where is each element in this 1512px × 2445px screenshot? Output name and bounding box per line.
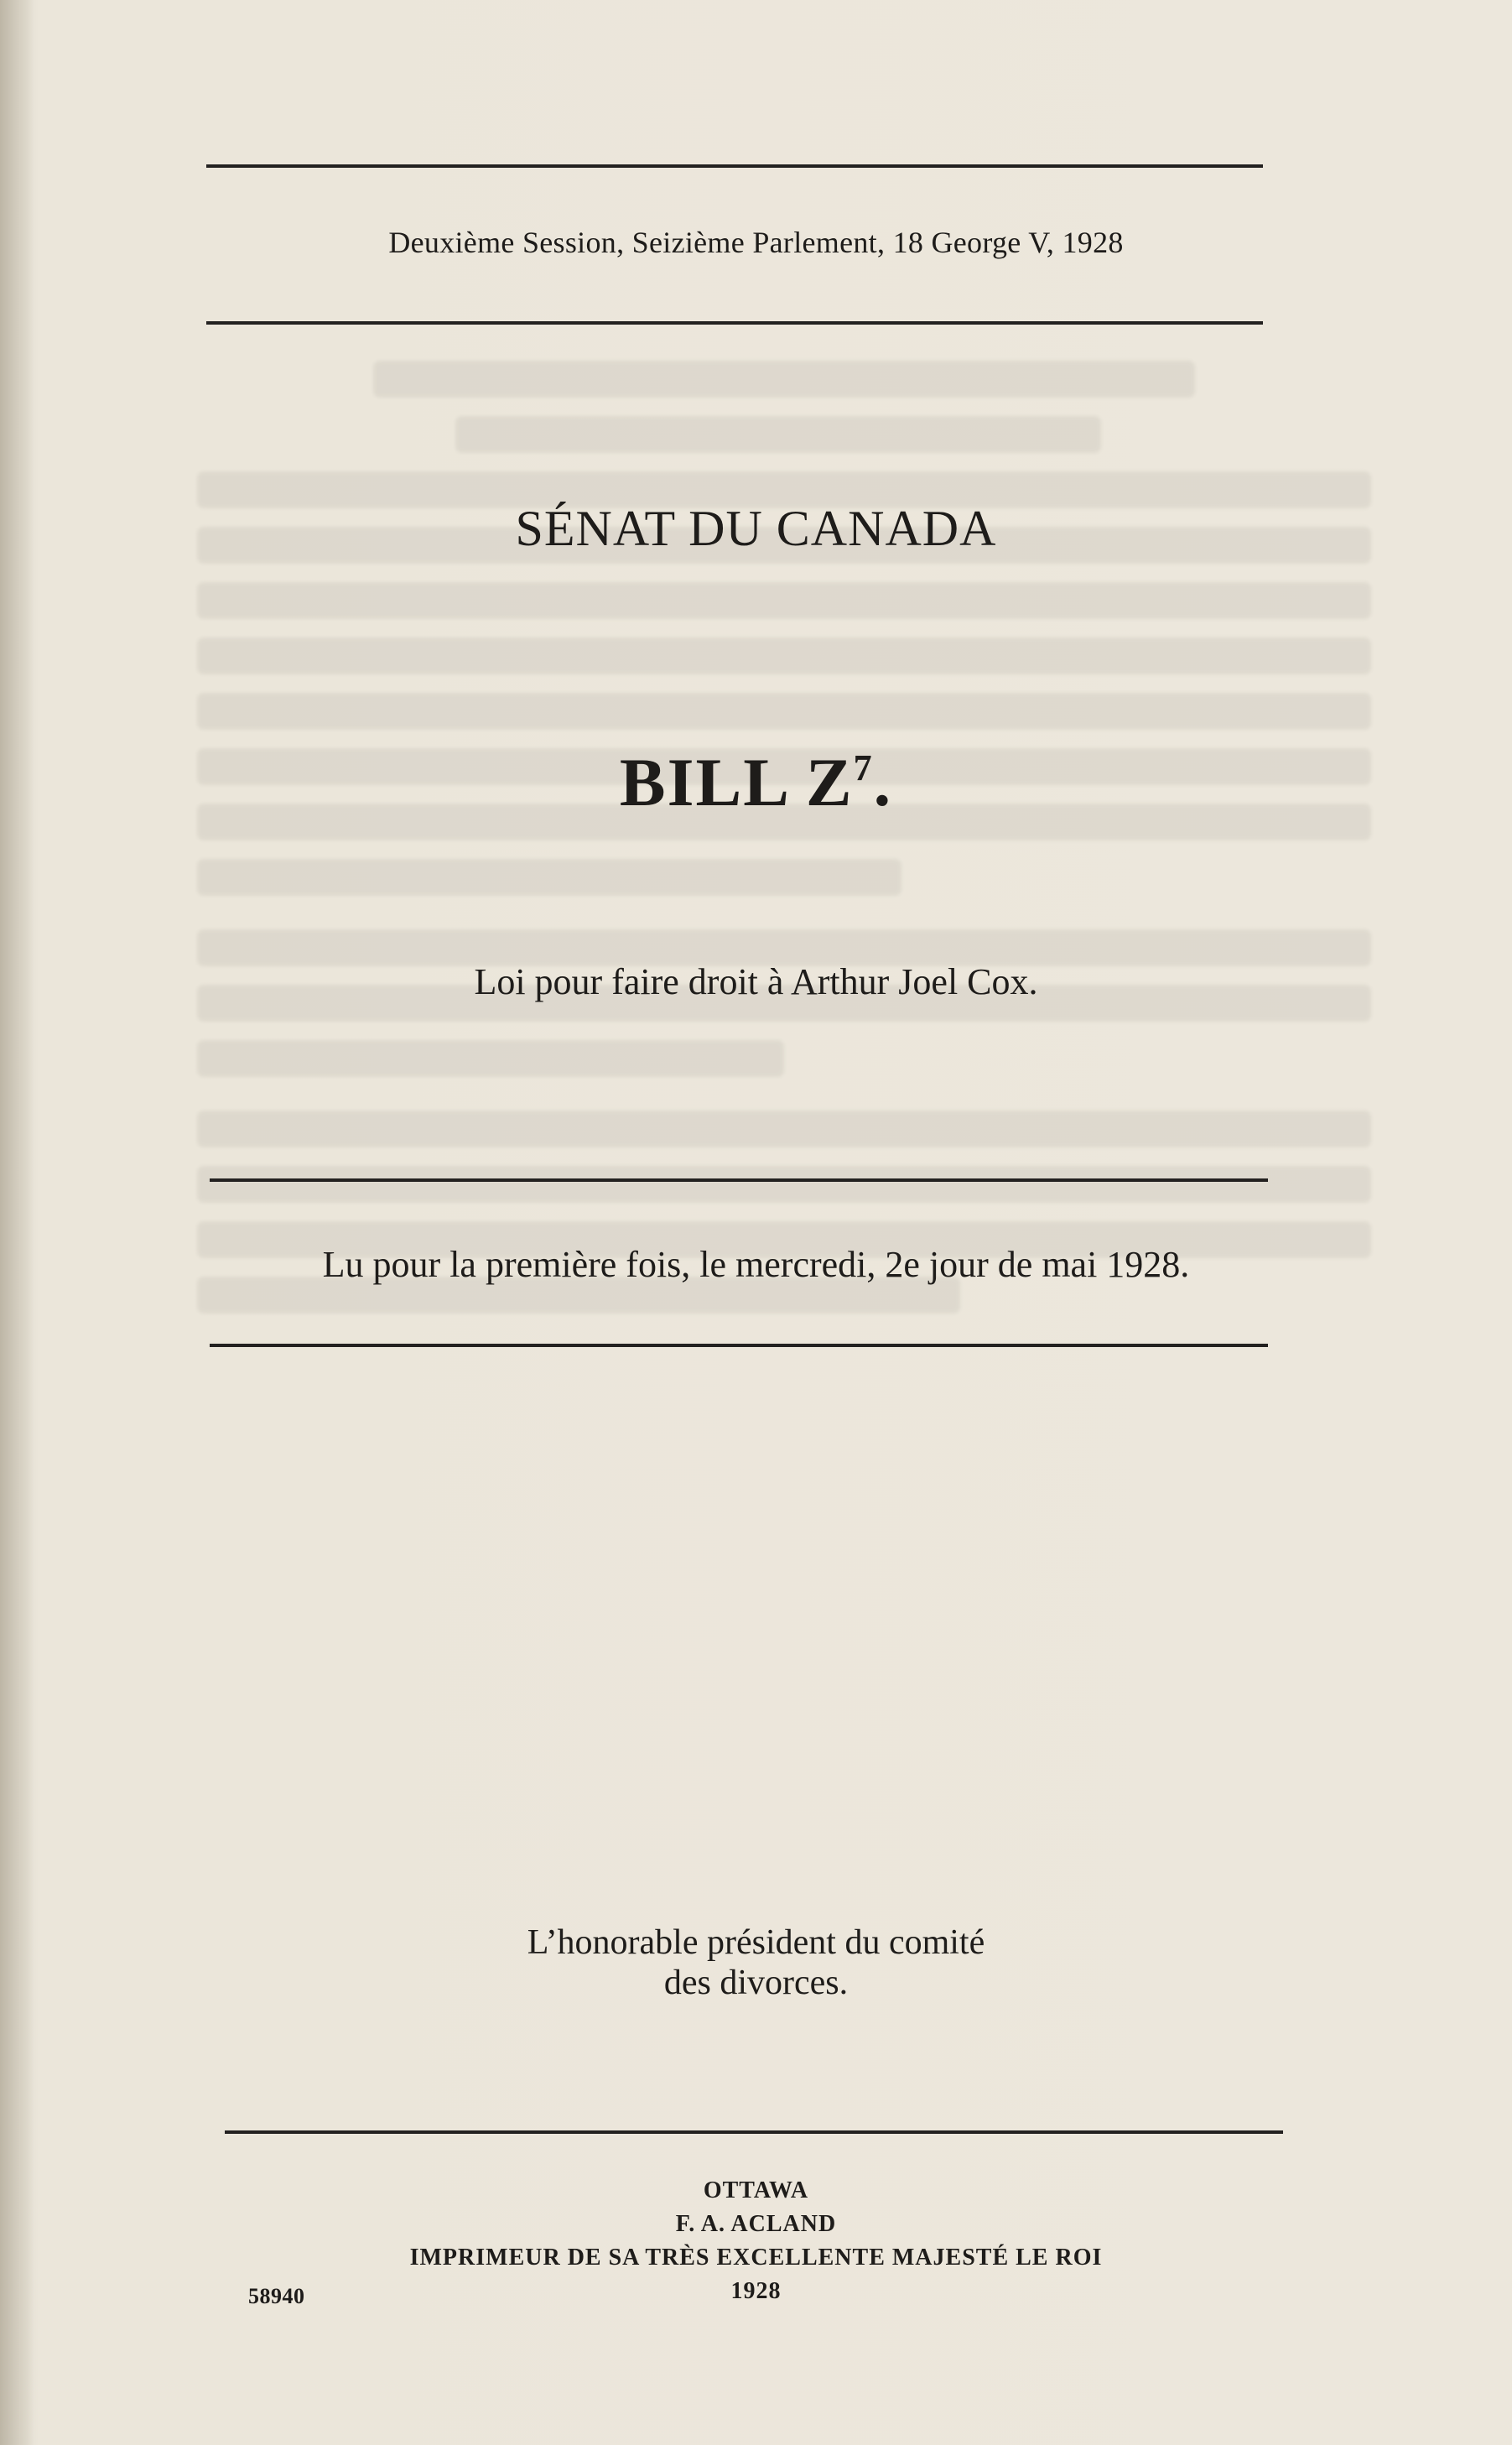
imprint-printer: F. A. ACLAND: [675, 2211, 837, 2237]
sponsor-block: [0, 1922, 1512, 2003]
act-title: Loi pour faire droit à Arthur Joel Cox.: [474, 961, 1038, 1002]
imprint-rule: [225, 2130, 1283, 2134]
imprint-city: OTTAWA: [703, 2177, 809, 2203]
page-binding-shadow: [0, 0, 34, 2445]
print-number: 58940: [248, 2284, 305, 2308]
top-rule: [206, 164, 1263, 168]
sponsor-line-2: des divorces.: [663, 1964, 849, 2002]
first-reading-line: Lu pour la première fois, le mercredi, 2e jour de mai 1928.: [322, 1244, 1190, 1285]
bill-label: BILL Z: [619, 744, 854, 820]
show-through-texture: [197, 361, 1371, 1745]
session-line: Deuxième Session, Seizième Parlement, 18 George V, 1928: [388, 226, 1124, 259]
imprint-printer-title: IMPRIMEUR DE SA TRÈS EXCELLENTE MAJESTÉ LE ROI: [409, 2245, 1103, 2271]
imprint-block: [0, 2174, 1512, 2308]
senate-heading: SÉNAT DU CANADA: [515, 501, 997, 556]
header-bottom-rule: [206, 321, 1263, 325]
bill-period: .: [873, 744, 893, 820]
bill-number: [0, 743, 1512, 822]
reading-bottom-rule: [210, 1344, 1268, 1347]
bill-superscript: 7: [853, 747, 874, 788]
imprint-year: 1928: [730, 2278, 782, 2304]
reading-top-rule: [210, 1178, 1268, 1182]
sponsor-line-1: L’honorable président du comité: [527, 1923, 985, 1962]
